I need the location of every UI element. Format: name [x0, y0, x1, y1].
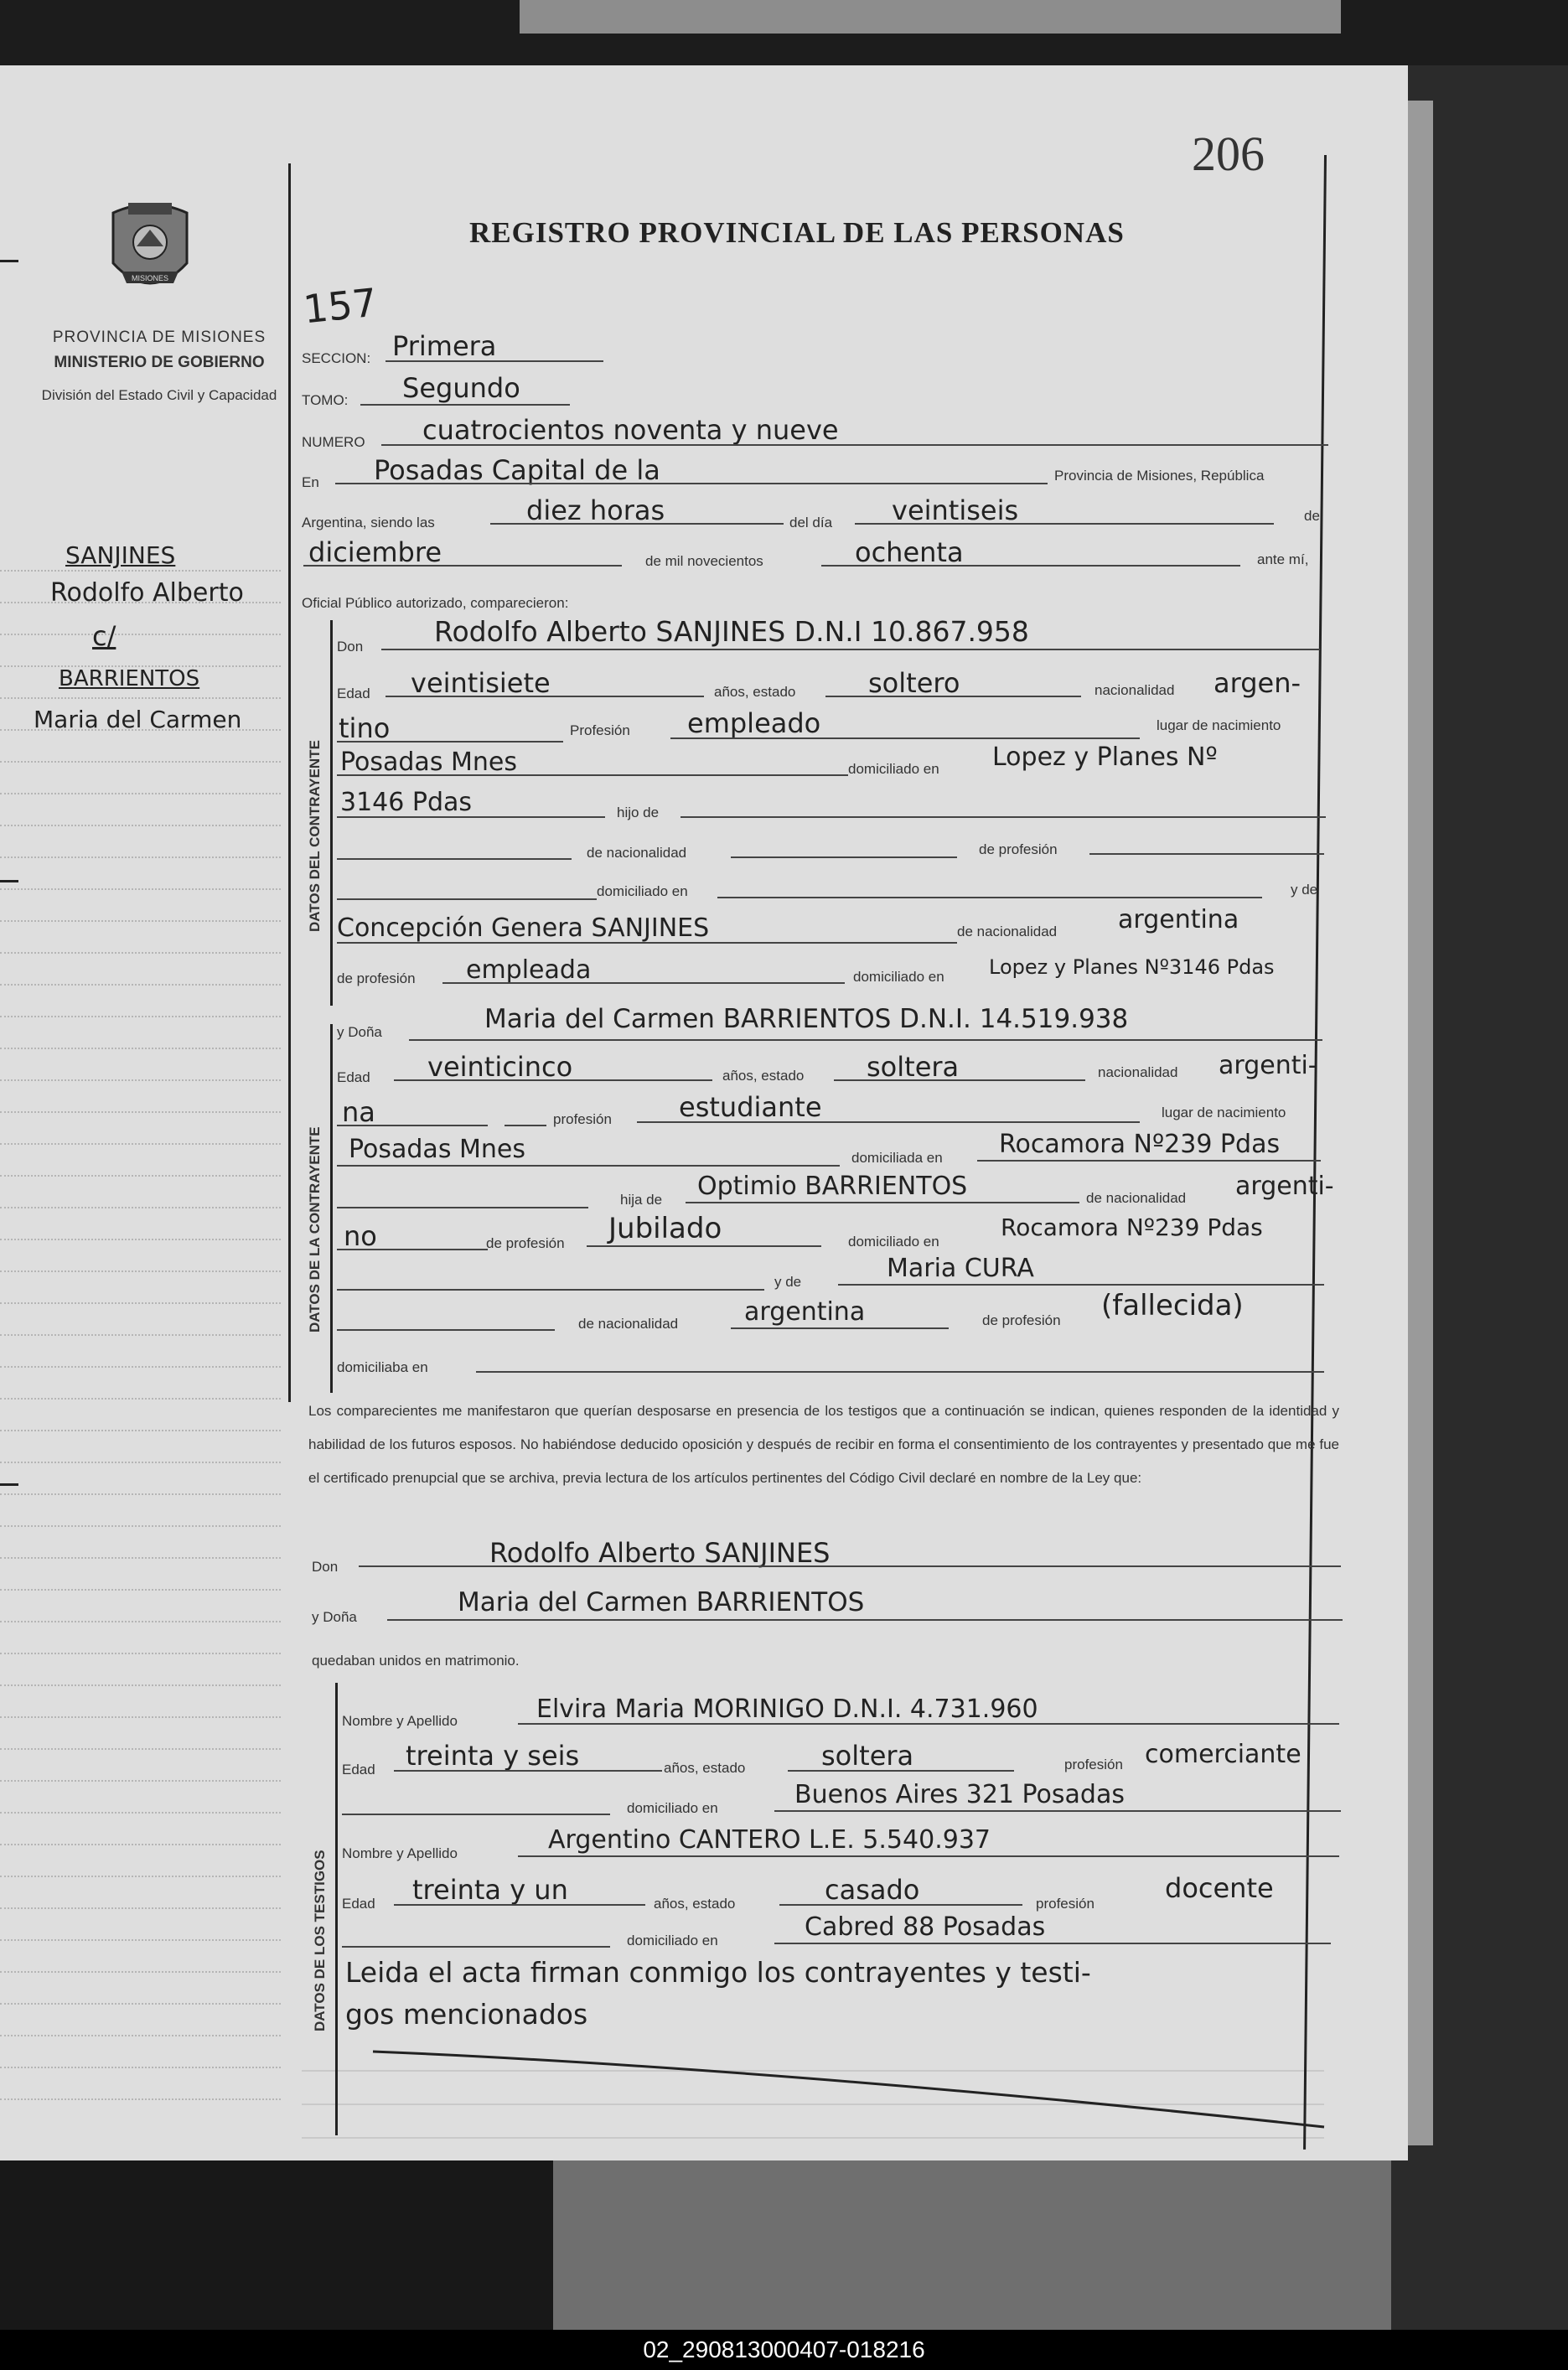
t1-dom-blank	[342, 1814, 610, 1815]
margin-rule	[0, 2003, 281, 2005]
contrayente-bracket	[330, 620, 333, 1006]
domiciliado-en-label: domiciliado en	[597, 883, 688, 899]
coat-of-arms-icon	[103, 196, 197, 303]
ministry-heading: MINISTERIO DE GOBIERNO	[54, 354, 265, 371]
contrayente-f-madre: Maria CURA	[887, 1254, 1034, 1283]
t1-dom-line	[774, 1810, 1341, 1812]
madre-f-line	[838, 1284, 1324, 1286]
padre-f-line	[686, 1202, 1079, 1203]
del-dia-label: del día	[789, 515, 833, 530]
scan-id-bar: 02_290813000407-018216	[0, 2330, 1568, 2370]
contrayente-f-nacionalidad-cont: na	[342, 1096, 375, 1128]
margin-rule	[0, 1557, 281, 1559]
margin-rule	[0, 952, 281, 954]
madre-line	[337, 942, 957, 944]
anios-estado-label: años, estado	[714, 684, 796, 700]
margin-rule	[0, 1780, 281, 1782]
madre-f-nac-blank	[337, 1329, 555, 1331]
contrayente-nacionalidad: argen-	[1214, 667, 1301, 699]
padre-dom-line	[337, 898, 597, 900]
closing-stroke	[369, 2036, 1333, 2137]
margin-rule	[0, 1366, 281, 1368]
contrayente-f-nombre-line	[409, 1039, 1322, 1041]
tomo-line	[360, 404, 570, 406]
de-mil-label: de mil novecientos	[645, 553, 763, 569]
margin-rule	[0, 793, 281, 794]
margin-rule	[0, 1239, 281, 1240]
edad-label: Edad	[337, 686, 370, 701]
contrayente-section-label: DATOS DEL CONTRAYENTE	[307, 740, 323, 932]
t2-estado-line	[779, 1904, 1022, 1906]
contrayente-domicilio: Lopez y Planes Nº	[992, 743, 1218, 772]
margin-rule	[0, 1525, 281, 1527]
scan-background-bottom	[553, 2145, 1391, 2330]
domiciliaba-line	[476, 1371, 1324, 1373]
contrayente-f-padre-dom: Rocamora Nº239 Pdas	[1001, 1213, 1263, 1241]
contrayente-estado: soltero	[868, 667, 960, 699]
margin-rule	[0, 1302, 281, 1304]
contrayente-f-padre: Optimio BARRIENTOS	[697, 1172, 968, 1201]
contrayente-f-bracket	[330, 1024, 333, 1393]
t1-nombre-label: Nombre y Apellido	[342, 1713, 458, 1729]
padre-dom-f-label: domiciliado en	[848, 1234, 939, 1250]
nacionalidad-label: nacionalidad	[1094, 682, 1175, 698]
edad-f-label: Edad	[337, 1069, 370, 1085]
quedaban-text: quedaban unidos en matrimonio.	[312, 1653, 520, 1669]
anios-estado-f-label: años, estado	[722, 1068, 805, 1084]
t2-edad-label: Edad	[342, 1896, 375, 1912]
madre-dom-label: domiciliado en	[853, 969, 944, 985]
margin-rule	[0, 1430, 281, 1431]
margin-rule	[0, 1175, 281, 1177]
contrayente-f-padre-nac: argenti-	[1235, 1172, 1334, 1201]
dia-line	[855, 523, 1274, 525]
profesion-label: Profesión	[570, 722, 630, 738]
union-dona: Maria del Carmen BARRIENTOS	[458, 1587, 865, 1617]
madre-f-blank-line	[337, 1289, 764, 1291]
page-number: 206	[1192, 127, 1265, 181]
t1-nombre-line	[518, 1723, 1339, 1725]
union-dona-line	[387, 1619, 1343, 1621]
testigo-2-domicilio: Cabred 88 Posadas	[805, 1912, 1046, 1942]
y-de-label: y de	[1291, 882, 1318, 898]
padre-nac-cont-line	[337, 1249, 488, 1250]
margin-rule	[0, 888, 281, 890]
contrayente-f-madre-prof: (fallecida)	[1101, 1289, 1244, 1322]
t2-edad-line	[394, 1904, 645, 1906]
contrayente-nombre: Rodolfo Alberto SANJINES D.N.I 10.867.958	[434, 615, 1029, 648]
lugar-nac-f-label: lugar de nacimiento	[1162, 1105, 1286, 1120]
nac-cont-line	[337, 741, 563, 743]
contrayente-f-padre-nac-cont: no	[344, 1220, 377, 1252]
margin-note-given: Rodolfo Alberto	[50, 578, 244, 608]
provincia-text: Provincia de Misiones, República	[1054, 468, 1265, 484]
madre-prof-line	[442, 982, 845, 984]
y-de-f-label: y de	[774, 1274, 802, 1290]
t2-anios-estado: años, estado	[654, 1896, 736, 1912]
margin-rule	[0, 1876, 281, 1877]
contrayente-edad-line	[386, 696, 704, 697]
contrayente-nombre-line	[381, 649, 1320, 650]
t1-domiciliado-label: domiciliado en	[627, 1800, 718, 1816]
numero-value: cuatrocientos noventa y nueve	[422, 414, 839, 446]
margin-rule	[0, 634, 281, 635]
margin-rule	[0, 1748, 281, 1750]
margin-rule	[0, 920, 281, 922]
numero-label: NUMERO	[302, 434, 365, 450]
t1-edad-line	[394, 1770, 662, 1772]
province-heading: PROVINCIA DE MISIONES	[52, 329, 267, 346]
t2-nombre-line	[518, 1855, 1339, 1857]
domiciliado-label: domiciliado en	[848, 761, 939, 777]
contrayente-f-lugar-nac: Posadas Mnes	[349, 1135, 525, 1164]
contrayente-f-domicilio: Rocamora Nº239 Pdas	[999, 1130, 1281, 1159]
margin-rule	[0, 697, 281, 699]
en-label: En	[302, 474, 319, 490]
margin-rule	[0, 1079, 281, 1081]
oficial-label: Oficial Público autorizado, comparecieron:	[302, 595, 569, 611]
margin-note-surname: SANJINES	[65, 541, 176, 569]
numero-line	[381, 444, 1328, 446]
testigo-2-estado: casado	[825, 1874, 920, 1906]
testigo-1-estado: soltera	[821, 1740, 914, 1772]
lugar-value: Posadas Capital de la	[374, 454, 660, 486]
t2-nombre-label: Nombre y Apellido	[342, 1845, 458, 1861]
act-number: 157	[301, 279, 380, 333]
margin-rule	[0, 1398, 281, 1400]
mes-value: diciembre	[308, 536, 442, 568]
t1-edad-label: Edad	[342, 1762, 375, 1778]
margin-rule	[0, 761, 281, 763]
contrayente-madre-prof: empleada	[466, 955, 592, 985]
contrayente-nacionalidad-cont: tino	[339, 712, 391, 744]
lugar-line	[335, 483, 1048, 484]
margin-rule	[0, 1653, 281, 1654]
anio-line	[821, 565, 1240, 567]
union-don: Rodolfo Alberto SANJINES	[489, 1537, 831, 1569]
estado-f-line	[834, 1079, 1085, 1081]
hijo-line	[681, 816, 1326, 818]
edad-f-line	[394, 1079, 712, 1081]
page-edge-right	[1408, 101, 1433, 2145]
svg-text:MISIONES: MISIONES	[131, 274, 169, 282]
nacionalidad-f-label: nacionalidad	[1098, 1064, 1178, 1080]
contrayente-f-madre-nac: argentina	[744, 1297, 866, 1327]
margin-rule	[0, 1048, 281, 1049]
lugar-nac-f-line	[337, 1165, 840, 1167]
t2-dom-line	[774, 1943, 1331, 1944]
t2-dom-blank	[342, 1946, 610, 1948]
profesion-f-line	[637, 1121, 1140, 1123]
lugar-nac-label: lugar de nacimiento	[1157, 717, 1281, 733]
contrayente-f-nombre: Maria del Carmen BARRIENTOS D.N.I. 14.519.938	[484, 1004, 1129, 1034]
contrayente-madre: Concepción Genera SANJINES	[337, 913, 710, 943]
scan-background-bottom-left	[0, 2145, 587, 2330]
margin-rule	[0, 1589, 281, 1591]
seccion-label: SECCION:	[302, 350, 371, 366]
profesion-line	[670, 737, 1140, 739]
contrayente-estado-line	[825, 696, 1081, 697]
ante-mi-label: ante mí,	[1257, 551, 1309, 567]
t1-estado-line	[788, 1770, 1014, 1772]
t2-profesion-label: profesión	[1036, 1896, 1094, 1912]
margin-rule	[0, 1016, 281, 1017]
madre-nac-f-line	[731, 1327, 949, 1329]
testigo-1-nombre: Elvira Maria MORINIGO D.N.I. 4.731.960	[536, 1695, 1038, 1724]
contrayente-madre-nac: argentina	[1118, 905, 1239, 934]
contrayente-domicilio-cont: 3146 Pdas	[340, 788, 473, 817]
margin-rule	[0, 1812, 281, 1814]
testigos-bracket	[335, 1683, 338, 2135]
nac-f-cont-line-2	[505, 1125, 546, 1126]
padre-prof-f-line	[587, 1245, 821, 1247]
testigo-1-profesion: comerciante	[1145, 1740, 1301, 1769]
padre-nombre-line	[337, 858, 572, 860]
closing-line-1: Leida el acta firman conmigo los contrayentes y testi-	[345, 1956, 1091, 1989]
hija-blank-line	[337, 1207, 588, 1208]
margin-rule	[0, 1143, 281, 1145]
margin-rule	[0, 825, 281, 826]
argentina-siendo-label: Argentina, siendo las	[302, 515, 435, 530]
nac-f-cont-line	[337, 1125, 488, 1126]
body-rule	[302, 2137, 1324, 2139]
union-don-label: Don	[312, 1559, 339, 1575]
margin-rule	[0, 2067, 281, 2068]
margin-rule	[0, 1971, 281, 1973]
dia-value: veintiseis	[892, 494, 1019, 526]
padre-prof-line	[1089, 853, 1324, 855]
contrayente-madre-dom: Lopez y Planes Nº3146 Pdas	[989, 955, 1275, 979]
margin-rule	[0, 1716, 281, 1718]
margin-rule	[0, 1939, 281, 1941]
anio-value: ochenta	[855, 536, 964, 568]
horas-line	[490, 523, 784, 525]
margin-rule	[0, 1207, 281, 1208]
de-profesion-label: de profesión	[979, 841, 1058, 857]
seccion-line	[386, 360, 603, 362]
margin-rule	[0, 1270, 281, 1272]
margin-rule	[0, 1684, 281, 1686]
margin-rule	[0, 984, 281, 986]
madre-nac-f-label: de nacionalidad	[578, 1316, 679, 1332]
margin-rule	[0, 570, 281, 572]
contrayente-lugar-nac: Posadas Mnes	[340, 748, 517, 777]
margin-note-given-2: Maria del Carmen	[34, 706, 242, 733]
scan-background-paper-edge	[520, 0, 1341, 34]
lugar-nac-line	[337, 774, 848, 776]
page-title: REGISTRO PROVINCIAL DE LAS PERSONAS	[469, 216, 1125, 249]
union-don-line	[359, 1565, 1341, 1567]
edge-tick	[0, 1483, 18, 1486]
margin-rule	[0, 1334, 281, 1336]
testigos-section-label: DATOS DE LOS TESTIGOS	[312, 1850, 328, 2031]
domiciliaba-label: domiciliaba en	[337, 1359, 428, 1375]
margin-rule	[0, 1844, 281, 1845]
horas-value: diez horas	[526, 494, 665, 526]
tomo-value: Segundo	[402, 372, 520, 404]
division-heading: División del Estado Civil y Capacidad	[41, 387, 277, 403]
contrayente-profesion: empleado	[687, 707, 821, 739]
edge-tick	[0, 880, 18, 882]
contrayente-edad: veintisiete	[411, 667, 551, 699]
margin-rule	[0, 2098, 281, 2100]
madre-prof-f-label: de profesión	[982, 1312, 1061, 1328]
padre-prof-f-label: de profesión	[486, 1235, 565, 1251]
dona-label: y Doña	[337, 1024, 382, 1040]
margin-rule	[0, 1111, 281, 1113]
t1-anios-estado: años, estado	[664, 1760, 746, 1776]
margin-note-conjunction: c/	[92, 620, 116, 652]
padre-nac-line	[731, 856, 957, 858]
margin-divider	[288, 163, 291, 1402]
margin-rule	[0, 1621, 281, 1622]
tomo-label: TOMO:	[302, 392, 349, 408]
de-label: de	[1304, 508, 1320, 524]
contrayente-f-padre-prof: Jubilado	[608, 1212, 722, 1245]
margin-rule	[0, 1462, 281, 1463]
seccion-value: Primera	[392, 330, 497, 362]
margin-rule	[0, 1907, 281, 1909]
contrayente-f-estado: soltera	[867, 1051, 960, 1083]
testigo-1-edad: treinta y seis	[406, 1740, 580, 1772]
margin-rule	[0, 1493, 281, 1495]
margin-note-surname-2: BARRIENTOS	[59, 666, 200, 691]
margin-rule	[0, 2035, 281, 2036]
domiciliada-label: domiciliada en	[851, 1150, 943, 1166]
union-dona-label: y Doña	[312, 1609, 357, 1625]
profesion-f-label: profesión	[553, 1111, 612, 1127]
domicilio-f-line	[977, 1160, 1321, 1162]
don-label: Don	[337, 639, 364, 655]
mes-line	[303, 565, 622, 567]
padre-dom-line-2	[717, 897, 1262, 898]
contrayente-f-nacionalidad: argenti-	[1219, 1051, 1317, 1080]
closing-line-2: gos mencionados	[345, 1998, 588, 2031]
madre-prof-label: de profesión	[337, 970, 416, 986]
dom-cont-line	[337, 816, 605, 818]
de-nacionalidad-label: de nacionalidad	[587, 845, 687, 861]
t2-domiciliado-label: domiciliado en	[627, 1933, 718, 1948]
contrayente-f-edad: veinticinco	[427, 1051, 573, 1083]
hijo-label: hijo de	[617, 805, 660, 820]
testigo-2-nombre: Argentino CANTERO L.E. 5.540.937	[548, 1825, 991, 1855]
testigo-2-edad: treinta y un	[412, 1874, 568, 1906]
contrayente-f-section-label: DATOS DE LA CONTRAYENTE	[307, 1126, 323, 1332]
hija-label: hija de	[620, 1192, 663, 1208]
padre-nac-f-label: de nacionalidad	[1086, 1190, 1187, 1206]
contrayente-f-profesion: estudiante	[679, 1091, 822, 1123]
margin-rule	[0, 856, 281, 858]
edge-tick	[0, 260, 18, 262]
t1-profesion-label: profesión	[1064, 1757, 1123, 1772]
testigo-1-domicilio: Buenos Aires 321 Posadas	[794, 1780, 1125, 1809]
madre-nac-label: de nacionalidad	[957, 924, 1058, 939]
declaration-text: Los comparecientes me manifestaron que querían desposarse en presencia de los testigos que a continuación se indican, quienes responden de la identidad y habilidad de los futuros esposos. No habiéndose deducido oposición y después de recibir en forma el consentimiento de los contrayentes y presentado que me fue el certificado prenupcial que se archiva, previa lectura de los artículos pertinentes del Código Civil declaré en nombre de la Ley que:	[308, 1403, 1339, 1486]
testigo-2-profesion: docente	[1165, 1872, 1274, 1904]
